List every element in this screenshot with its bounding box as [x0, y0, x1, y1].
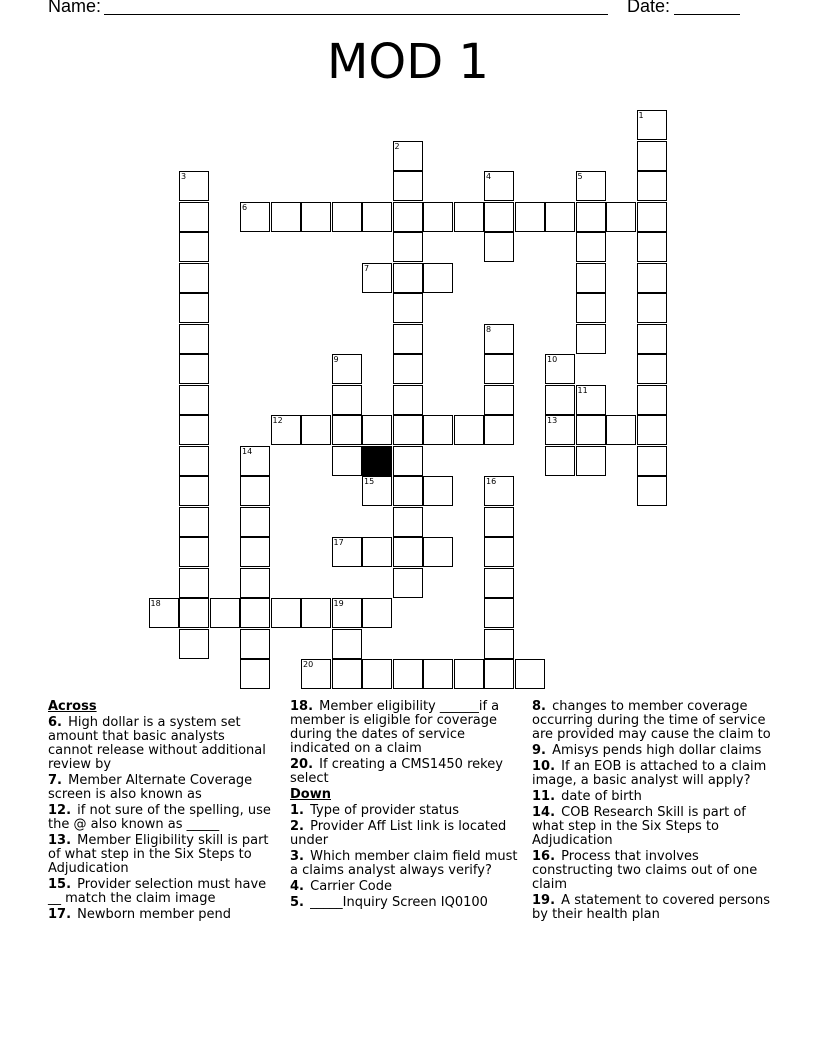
- clue-item: [48, 804, 273, 832]
- grid-cell[interactable]: [332, 537, 362, 567]
- clue-number: 5: [577, 172, 583, 181]
- grid-cell[interactable]: [484, 232, 514, 262]
- grid-cell[interactable]: [332, 202, 362, 232]
- clues-column-3: [532, 700, 772, 924]
- clue-item: [532, 790, 772, 804]
- page-title: MOD 1: [327, 34, 489, 90]
- clue-number: 18: [150, 599, 161, 608]
- clue-text: Member Eligibility skill is part of what step in the Six Steps to Adjudication: [48, 833, 269, 876]
- grid-cell[interactable]: [545, 385, 575, 415]
- clue-text: Amisys pends high dollar claims: [547, 743, 762, 758]
- grid-cell[interactable]: [393, 507, 423, 537]
- grid-cell[interactable]: [301, 659, 331, 689]
- grid-cell[interactable]: [484, 476, 514, 506]
- clue-item: [532, 806, 772, 848]
- clue-number: 14: [242, 446, 253, 456]
- grid-cell[interactable]: [637, 324, 667, 354]
- grid-cell[interactable]: [606, 202, 636, 232]
- grid-cell[interactable]: [484, 415, 514, 445]
- grid-cell[interactable]: [301, 598, 331, 628]
- grid-block: [362, 446, 392, 476]
- grid-cell[interactable]: [362, 598, 392, 628]
- grid-cell[interactable]: [637, 476, 667, 506]
- grid-cell[interactable]: [179, 293, 209, 323]
- grid-cell[interactable]: [179, 232, 209, 262]
- clue-item: [48, 716, 273, 772]
- clue-number: 13.: [48, 833, 72, 848]
- grid-cell[interactable]: [240, 629, 270, 659]
- grid-cell[interactable]: [332, 629, 362, 659]
- grid-cell[interactable]: [576, 171, 606, 201]
- clue-number: 16.: [532, 849, 556, 864]
- clues-heading: Across: [48, 699, 97, 714]
- grid-cell[interactable]: [240, 202, 270, 232]
- grid-cell[interactable]: [484, 568, 514, 598]
- clue-item: [290, 758, 525, 786]
- clue-text: changes to member coverage occurring during the time of service are provided may cause the claim to: [532, 699, 771, 742]
- clue-number: 2.: [290, 819, 304, 834]
- grid-cell[interactable]: [576, 446, 606, 476]
- grid-cell[interactable]: [576, 232, 606, 262]
- grid-cell[interactable]: [362, 263, 392, 293]
- clue-text: Type of provider status: [305, 803, 460, 818]
- grid-cell[interactable]: [393, 171, 423, 201]
- clue-number: 9: [333, 355, 339, 364]
- grid-cell[interactable]: [301, 202, 331, 232]
- clue-text: Carrier Code: [305, 879, 392, 894]
- grid-cell[interactable]: [576, 415, 606, 445]
- grid-cell[interactable]: [423, 476, 453, 506]
- grid-cell[interactable]: [484, 629, 514, 659]
- grid-cell[interactable]: [362, 415, 392, 445]
- grid-cell[interactable]: [545, 354, 575, 384]
- clue-number: 15: [364, 477, 375, 486]
- grid-cell[interactable]: [362, 476, 392, 506]
- clue-text: date of birth: [557, 789, 642, 804]
- grid-cell[interactable]: [332, 415, 362, 445]
- grid-cell[interactable]: [423, 263, 453, 293]
- clue-number: 4: [486, 172, 492, 181]
- grid-cell[interactable]: [271, 598, 301, 628]
- grid-cell[interactable]: [179, 476, 209, 506]
- grid-cell[interactable]: [576, 293, 606, 323]
- grid-cell[interactable]: [179, 598, 209, 628]
- grid-cell[interactable]: [423, 415, 453, 445]
- clue-item: [48, 878, 273, 906]
- clue-number: 20.: [290, 757, 314, 772]
- grid-cell[interactable]: [637, 415, 667, 445]
- grid-cell[interactable]: [637, 263, 667, 293]
- grid-cell[interactable]: [240, 507, 270, 537]
- grid-cell[interactable]: [484, 659, 514, 689]
- grid-cell[interactable]: [332, 354, 362, 384]
- clue-text: A statement to covered persons by their health plan: [532, 893, 771, 922]
- grid-cell[interactable]: [362, 202, 392, 232]
- clue-item: [48, 774, 273, 802]
- grid-cell[interactable]: [545, 446, 575, 476]
- grid-cell[interactable]: [179, 324, 209, 354]
- grid-cell[interactable]: [393, 141, 423, 171]
- clue-text: Member eligibility ______if a member is eligible for coverage during the dates of service indicated on a claim: [290, 699, 500, 756]
- clue-item: [532, 850, 772, 892]
- clue-number: 3.: [290, 849, 304, 864]
- clue-number: 14.: [532, 805, 556, 820]
- grid-cell[interactable]: [637, 202, 667, 232]
- grid-cell[interactable]: [240, 476, 270, 506]
- grid-cell[interactable]: [484, 354, 514, 384]
- grid-cell[interactable]: [393, 202, 423, 232]
- grid-cell[interactable]: [454, 659, 484, 689]
- grid-cell[interactable]: [240, 537, 270, 567]
- grid-cell[interactable]: [484, 598, 514, 628]
- grid-cell[interactable]: [515, 202, 545, 232]
- grid-cell[interactable]: [576, 324, 606, 354]
- clue-number: 1.: [290, 803, 304, 818]
- grid-cell[interactable]: [393, 232, 423, 262]
- clue-number: 20: [303, 660, 314, 669]
- grid-cell[interactable]: [240, 568, 270, 598]
- grid-cell[interactable]: [637, 141, 667, 171]
- clue-number: 7: [364, 263, 370, 273]
- grid-cell[interactable]: [362, 659, 392, 689]
- grid-cell[interactable]: [545, 415, 575, 445]
- grid-cell[interactable]: [179, 446, 209, 476]
- clue-number: 12.: [48, 803, 72, 818]
- grid-cell[interactable]: [576, 385, 606, 415]
- clue-text: Provider Aff List link is located under: [290, 819, 507, 848]
- clue-text: If an EOB is attached to a claim image, a basic analyst will apply?: [532, 759, 767, 788]
- grid-cell[interactable]: [637, 110, 667, 140]
- clue-number: 7.: [48, 773, 62, 788]
- grid-cell[interactable]: [393, 537, 423, 567]
- clue-number: 19: [333, 599, 344, 608]
- grid-cell[interactable]: [423, 659, 453, 689]
- grid-cell[interactable]: [179, 568, 209, 598]
- clue-text: _____Inquiry Screen IQ0100: [305, 895, 488, 910]
- grid-cell[interactable]: [454, 202, 484, 232]
- grid-cell[interactable]: [179, 171, 209, 201]
- clue-number: 3: [181, 172, 187, 181]
- grid-cell[interactable]: [484, 171, 514, 201]
- clue-item: [532, 760, 772, 788]
- clue-number: 10.: [532, 759, 556, 774]
- clue-number: 11: [577, 385, 588, 395]
- grid-cell[interactable]: [576, 263, 606, 293]
- grid-cell[interactable]: [240, 598, 270, 628]
- clue-item: [290, 804, 525, 818]
- grid-cell[interactable]: [179, 507, 209, 537]
- grid-cell[interactable]: [393, 293, 423, 323]
- grid-cell[interactable]: [637, 171, 667, 201]
- grid-cell[interactable]: [240, 446, 270, 476]
- grid-cell[interactable]: [393, 324, 423, 354]
- clue-item: [48, 834, 273, 876]
- clue-item: [48, 908, 273, 922]
- grid-cell[interactable]: [179, 354, 209, 384]
- clue-text: Newborn member pend: [73, 907, 232, 922]
- grid-cell[interactable]: [423, 537, 453, 567]
- grid-cell[interactable]: [393, 476, 423, 506]
- grid-cell[interactable]: [332, 659, 362, 689]
- clue-number: 5.: [290, 895, 304, 910]
- grid-cell[interactable]: [637, 354, 667, 384]
- grid-cell[interactable]: [637, 385, 667, 415]
- clues-heading: Down: [290, 787, 331, 802]
- grid-cell[interactable]: [393, 415, 423, 445]
- grid-cell[interactable]: [637, 293, 667, 323]
- grid-cell[interactable]: [271, 202, 301, 232]
- clues-column-1: [48, 700, 273, 924]
- clue-item: [532, 744, 772, 758]
- grid-cell[interactable]: [393, 659, 423, 689]
- clue-number: 6: [242, 202, 248, 212]
- clue-number: 6.: [48, 715, 62, 730]
- clue-number: 8.: [532, 699, 546, 714]
- clue-number: 9.: [532, 743, 546, 758]
- grid-cell[interactable]: [484, 385, 514, 415]
- clue-item: [290, 880, 525, 894]
- grid-cell[interactable]: [179, 415, 209, 445]
- date-label: Date:: [627, 0, 671, 16]
- clue-text: Provider selection must have __ match the claim image: [48, 877, 267, 906]
- grid-cell[interactable]: [606, 415, 636, 445]
- clue-number: 8: [486, 324, 492, 334]
- clue-number: 17: [333, 538, 344, 547]
- grid-cell[interactable]: [179, 537, 209, 567]
- clue-number: 17.: [48, 907, 72, 922]
- clue-number: 10: [547, 355, 558, 364]
- grid-cell[interactable]: [576, 202, 606, 232]
- clue-number: 13: [547, 416, 558, 425]
- clue-text: if not sure of the spelling, use the @ also known as _____: [48, 803, 271, 832]
- grid-cell[interactable]: [362, 537, 392, 567]
- grid-cell[interactable]: [393, 354, 423, 384]
- clue-number: 19.: [532, 893, 556, 908]
- grid-cell[interactable]: [332, 446, 362, 476]
- clue-text: Member Alternate Coverage screen is also known as: [48, 773, 253, 802]
- grid-cell[interactable]: [484, 507, 514, 537]
- grid-cell[interactable]: [637, 232, 667, 262]
- grid-cell[interactable]: [393, 446, 423, 476]
- name-label: Name:: [48, 0, 102, 16]
- clue-text: If creating a CMS1450 rekey select: [290, 757, 503, 786]
- clue-number: 12: [272, 416, 283, 425]
- clue-text: COB Research Skill is part of what step in the Six Steps to Adjudication: [532, 805, 746, 848]
- grid-cell[interactable]: [332, 385, 362, 415]
- grid-cell[interactable]: [149, 598, 179, 628]
- grid-cell[interactable]: [332, 598, 362, 628]
- grid-cell[interactable]: [423, 202, 453, 232]
- clue-item: [532, 894, 772, 922]
- clue-number: 1: [638, 111, 644, 120]
- clue-number: 11.: [532, 789, 556, 804]
- clue-number: 18.: [290, 699, 314, 714]
- grid-cell[interactable]: [179, 263, 209, 293]
- grid-cell[interactable]: [484, 202, 514, 232]
- clue-item: [290, 820, 525, 848]
- grid-cell[interactable]: [240, 659, 270, 689]
- clue-item: [290, 700, 525, 756]
- clues-column-2: [290, 700, 525, 912]
- grid-cell[interactable]: [393, 263, 423, 293]
- grid-cell[interactable]: [179, 385, 209, 415]
- grid-cell[interactable]: [515, 659, 545, 689]
- grid-cell[interactable]: [637, 446, 667, 476]
- clue-number: 2: [394, 141, 400, 151]
- grid-cell[interactable]: [301, 415, 331, 445]
- grid-cell[interactable]: [393, 568, 423, 598]
- grid-cell[interactable]: [210, 598, 240, 628]
- clue-item: [290, 896, 525, 910]
- grid-cell[interactable]: [271, 415, 301, 445]
- grid-cell[interactable]: [484, 537, 514, 567]
- grid-cell[interactable]: [545, 202, 575, 232]
- clue-number: 15.: [48, 877, 72, 892]
- clue-text: High dollar is a system set amount that basic analysts cannot release without additional review by: [48, 715, 266, 772]
- grid-cell[interactable]: [179, 629, 209, 659]
- clue-text: Which member claim field must a claims analyst always verify?: [290, 849, 518, 878]
- grid-cell[interactable]: [484, 324, 514, 354]
- grid-cell[interactable]: [179, 202, 209, 232]
- clue-number: 16: [486, 477, 497, 486]
- grid-cell[interactable]: [393, 385, 423, 415]
- clue-item: [290, 850, 525, 878]
- clue-number: 4.: [290, 879, 304, 894]
- clue-text: Process that involves constructing two claims out of one claim: [532, 849, 758, 892]
- clue-item: [532, 700, 772, 742]
- grid-cell[interactable]: [454, 415, 484, 445]
